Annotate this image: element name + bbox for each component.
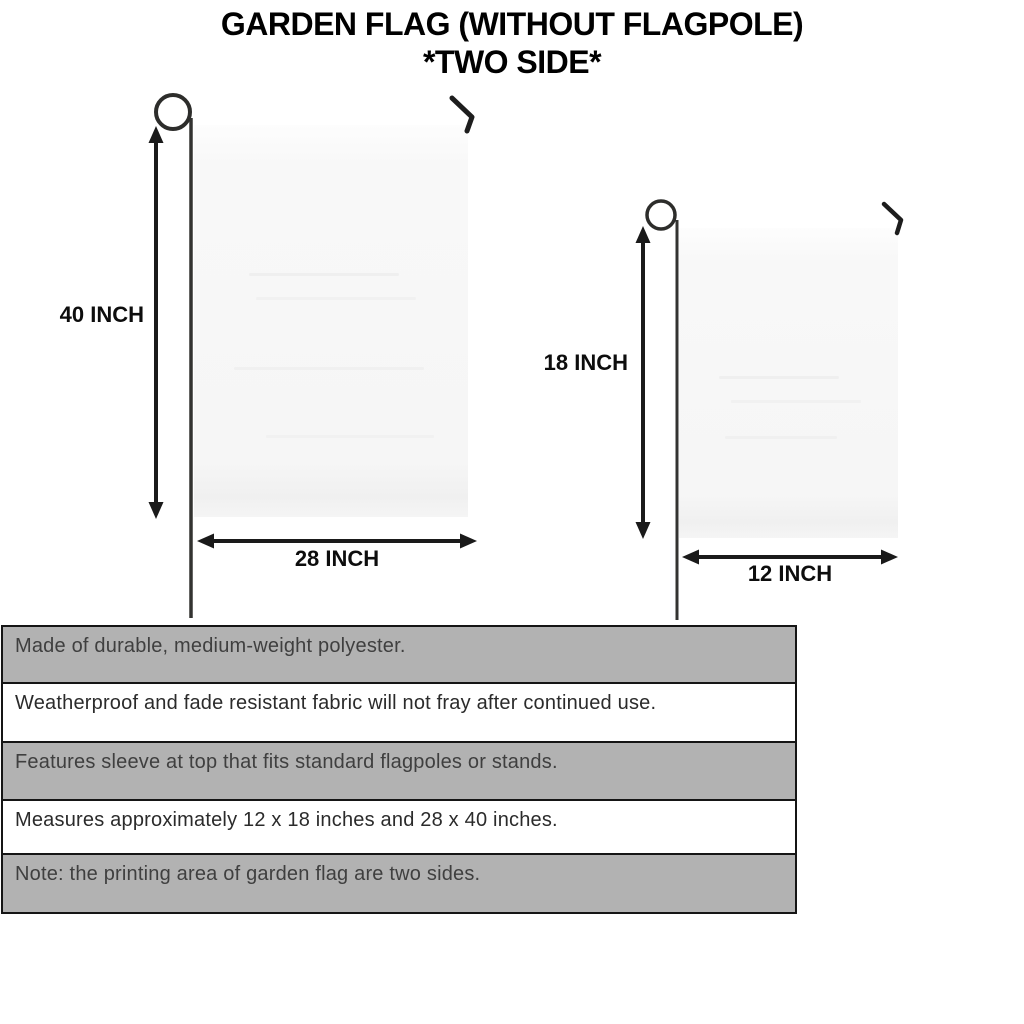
- flag-fold-line: [731, 400, 861, 403]
- feature-row: Weatherproof and fade resistant fabric will not fray after continued use.: [3, 682, 795, 741]
- page-title: GARDEN FLAG (WITHOUT FLAGPOLE): [220, 6, 804, 42]
- large-flag-width-label: 28 INCH: [294, 546, 380, 571]
- features-table: [1, 625, 797, 914]
- flag-fold-line: [249, 273, 399, 276]
- feature-row: Made of durable, medium-weight polyester.: [3, 627, 795, 682]
- small-flag-height-arrow: [636, 226, 651, 539]
- feature-row: Measures approximately 12 x 18 inches and 28 x 40 inches.: [3, 799, 795, 853]
- page-subtitle: *TWO SIDE*: [422, 44, 602, 80]
- large-flag-height-arrow: [149, 126, 164, 519]
- feature-row: Features sleeve at top that fits standard flagpoles or stands.: [3, 741, 795, 799]
- flag-fold-line: [719, 376, 839, 379]
- flag-fold-line: [234, 367, 424, 370]
- flag-fold-line: [256, 297, 416, 300]
- small-flag-pole-loop-icon: [647, 201, 675, 229]
- large-flag-pole-loop-icon: [156, 95, 190, 129]
- flag-fold-line: [266, 435, 434, 438]
- large-flag-fabric: [194, 125, 468, 517]
- flag-fold-line: [725, 436, 837, 439]
- large-flag-height-label: 40 INCH: [59, 302, 144, 327]
- small-flag-fabric: [679, 228, 898, 538]
- small-flag-height-label: 18 INCH: [543, 350, 628, 375]
- small-flag-width-label: 12 INCH: [747, 561, 833, 586]
- feature-row: Note: the printing area of garden flag are two sides.: [3, 853, 795, 912]
